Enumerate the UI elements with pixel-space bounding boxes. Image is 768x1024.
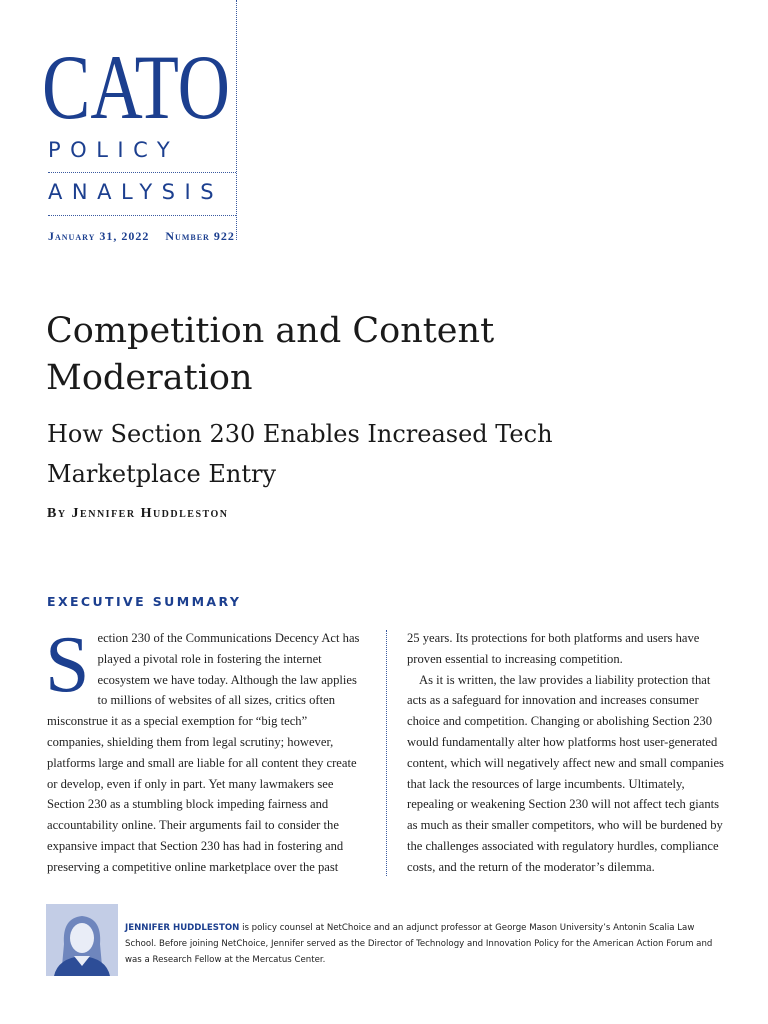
cato-logo	[42, 36, 232, 138]
dateline	[48, 229, 235, 244]
author-photo	[46, 904, 118, 976]
column-divider	[386, 630, 387, 876]
series-analysis: ANALYSIS	[48, 180, 224, 204]
summary-paragraph-2: As it is written, the law provides a liability protection that acts as a safeguard for innovation and increases consumer choice and competition. Changing or abolishing Section 230 would fundamentally alter how platforms host user-generated content, which will negatively affect new and small companies that lack the resources of large incumbents. Ultimately, repealing or weakening Section 230 will not affect tech giants as much as their smaller competitors, who will be burdened by the challenges associated with regulatory hurdles, compliance costs, and the return of the moderator’s dilemma.	[407, 672, 724, 874]
author-portrait-icon	[46, 904, 118, 976]
summary-paragraph-1: ection 230 of the Communications Decency Act has played a pivotal role in fostering the internet ecosystem we have today. Although the law applies to millions of websites of all sizes, critics often misconstrue it as a special exemption for “big tech” companies, shielding them from legal scrutiny; however, platforms large and small are liable for all content they create or develop, even if only in part. Yet many lawmakers see Section 230 as a stumbling block impeding fairness and accountability online. Their arguments fail to consider the expansive impact that Section 230 has had in fostering and preserving a competitive online marketplace over the past	[47, 631, 360, 874]
dotted-rule-1	[48, 172, 236, 173]
author-bio	[125, 920, 725, 968]
dotted-rule-2	[48, 215, 236, 216]
author-bio-name: JENNIFER HUDDLESTON	[125, 923, 240, 933]
drop-cap: S	[45, 621, 90, 709]
publication-date: January 31, 2022	[48, 229, 150, 243]
series-policy: POLICY	[48, 138, 180, 162]
summary-column-2	[407, 628, 727, 878]
executive-summary-heading: EXECUTIVE SUMMARY	[47, 594, 242, 609]
byline: By Jennifer Huddleston	[47, 506, 229, 521]
document-title: Competition and Content Moderation	[46, 311, 495, 398]
summary-paragraph-1-cont: 25 years. Its protections for both platforms and users have proven essential to increasing competition.	[407, 631, 700, 666]
publication-number: Number 922	[165, 229, 235, 243]
cato-wordmark: CATO	[42, 36, 230, 138]
document-subtitle: How Section 230 Enables Increased Tech Marketplace Entry	[47, 420, 553, 488]
header-divider-vertical	[236, 0, 237, 240]
summary-column-1	[45, 621, 365, 878]
author-bio-text: is policy counsel at NetChoice and an adjunct professor at George Mason University’s Antonin Scalia Law School. Before joining NetChoice, Jennifer served as the Director of Technology and Innovation Policy for the American Action Forum and was a Research Fellow at the Mercatus Center.	[125, 923, 713, 965]
